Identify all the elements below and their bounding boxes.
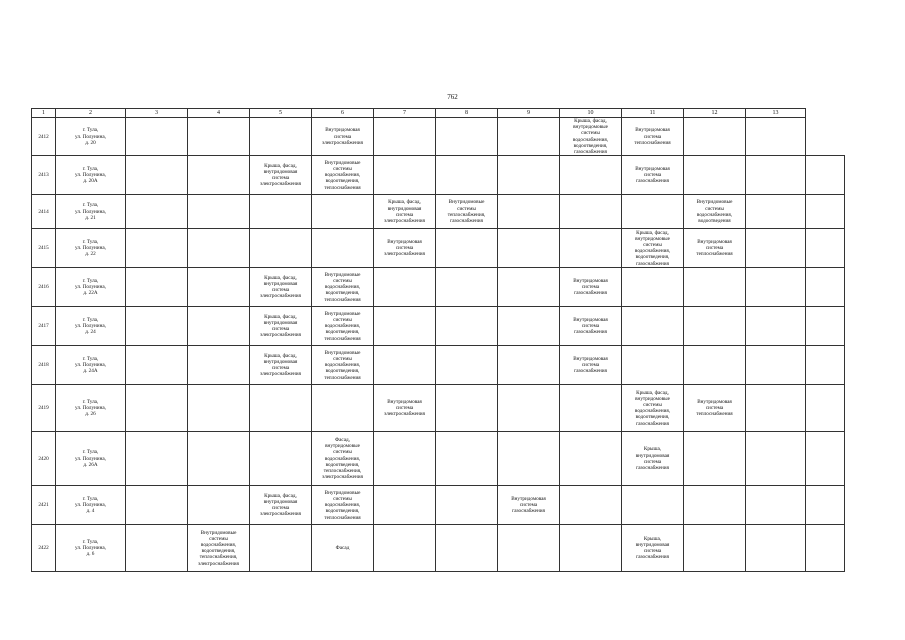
work-cell	[436, 346, 498, 385]
work-cell	[622, 307, 684, 346]
work-cell	[126, 307, 188, 346]
work-cell	[806, 486, 845, 525]
column-number: 12	[684, 109, 746, 118]
work-cell: Крыша, внутридомовая система газоснабжения	[622, 525, 684, 572]
column-number: 2	[56, 109, 126, 118]
work-cell: Крыша, внутридомовая система газоснабжения	[622, 432, 684, 486]
address-cell: г. Тула, ул. Полунина, д. 22А	[56, 268, 126, 307]
work-cell: Фасад, внутридомовые системы водоснабжения, водоотведения, теплоснабжения, электроснабжения	[312, 432, 374, 486]
address-cell: г. Тула, ул. Полунина, д. 24	[56, 307, 126, 346]
work-cell	[498, 307, 560, 346]
work-cell	[126, 486, 188, 525]
work-cell: Внутридомовые системы водоснабжения, водоотведения, теплоснабжения	[312, 346, 374, 385]
table-row	[32, 385, 845, 432]
work-cell: Внутридомовые системы водоснабжения, водоотведения, теплоснабжения	[312, 156, 374, 195]
work-cell	[746, 156, 806, 195]
work-cell: Внутридомовая система газоснабжения	[498, 486, 560, 525]
column-number: 5	[250, 109, 312, 118]
work-cell	[126, 385, 188, 432]
work-cell	[560, 525, 622, 572]
work-cell: Внутридомовые системы водоснабжения, водоотведения, теплоснабжения	[312, 307, 374, 346]
work-cell	[126, 346, 188, 385]
column-number: 6	[312, 109, 374, 118]
work-cell	[498, 525, 560, 572]
work-cell	[188, 195, 250, 229]
work-cell	[436, 268, 498, 307]
work-cell	[498, 268, 560, 307]
work-cell	[684, 156, 746, 195]
work-cell	[622, 346, 684, 385]
work-cell	[746, 385, 806, 432]
work-cell	[746, 486, 806, 525]
work-cell: Крыша, фасад, внутридомовая система электроснабжения	[250, 307, 312, 346]
table-row	[32, 432, 845, 486]
work-cell	[746, 432, 806, 486]
table-row	[32, 307, 845, 346]
table-row	[32, 118, 845, 156]
work-cell	[498, 156, 560, 195]
work-cell: Крыша, фасад, внутридомовая система электроснабжения	[374, 195, 436, 229]
work-cell	[806, 525, 845, 572]
work-cell	[374, 268, 436, 307]
repair-schedule-table	[31, 108, 845, 572]
work-cell	[684, 268, 746, 307]
work-cell	[250, 525, 312, 572]
work-cell	[806, 229, 845, 268]
work-cell	[374, 118, 436, 156]
work-cell: Крыша, фасад, внутридомовая система электроснабжения	[250, 346, 312, 385]
table-row	[32, 268, 845, 307]
work-cell	[188, 486, 250, 525]
work-cell: Внутридомовые системы водоснабжения, водоотведения, теплоснабжения, электроснабжения	[188, 525, 250, 572]
work-cell	[746, 229, 806, 268]
work-cell	[622, 486, 684, 525]
row-number-cell: 2416	[32, 268, 56, 307]
work-cell	[498, 118, 560, 156]
column-number: 11	[622, 109, 684, 118]
work-cell	[312, 385, 374, 432]
work-cell: Внутридомовая система газоснабжения	[560, 307, 622, 346]
address-cell: г. Тула, ул. Полунина, д. 20А	[56, 156, 126, 195]
work-cell: Крыша, фасад, внутридомовая система электроснабжения	[250, 268, 312, 307]
work-cell: Внутридомовые системы водоснабжения, водоотведения, теплоснабжения	[312, 268, 374, 307]
work-cell	[746, 307, 806, 346]
work-cell	[374, 307, 436, 346]
work-cell	[684, 118, 746, 156]
row-number-cell: 2415	[32, 229, 56, 268]
work-cell: Внутридомовая система теплоснабжения	[684, 229, 746, 268]
work-cell: Внутридомовые системы водоснабжения, водоотведения, теплоснабжения	[312, 486, 374, 525]
work-cell	[250, 432, 312, 486]
work-cell	[806, 307, 845, 346]
work-cell	[188, 156, 250, 195]
work-cell	[684, 486, 746, 525]
work-cell	[188, 432, 250, 486]
address-cell: г. Тула, ул. Полунина, д. 26А	[56, 432, 126, 486]
address-cell: г. Тула, ул. Полунина, д. 20	[56, 118, 126, 156]
work-cell	[188, 307, 250, 346]
address-cell: г. Тула, ул. Полунина, д. 6	[56, 525, 126, 572]
work-cell	[622, 195, 684, 229]
address-cell: г. Тула, ул. Полунина, д. 22	[56, 229, 126, 268]
work-cell	[374, 346, 436, 385]
row-number-cell: 2422	[32, 525, 56, 572]
work-cell	[746, 118, 806, 156]
work-cell: Внутридомовые системы водоснабжения, водоотведения	[684, 195, 746, 229]
work-cell	[188, 346, 250, 385]
work-cell	[498, 432, 560, 486]
work-cell: Крыша, фасад, внутридомовые системы водоснабжения, водоотведения, газоснабжения	[622, 229, 684, 268]
work-cell	[498, 346, 560, 385]
work-cell	[250, 229, 312, 268]
work-cell	[436, 385, 498, 432]
work-cell	[806, 156, 845, 195]
work-cell: Крыша, фасад, внутридомовые системы водоснабжения, водоотведения, газоснабжения	[560, 118, 622, 156]
column-number: 3	[126, 109, 188, 118]
work-cell	[126, 118, 188, 156]
work-cell	[374, 525, 436, 572]
column-number: 13	[746, 109, 806, 118]
column-number: 1	[32, 109, 56, 118]
work-cell	[498, 385, 560, 432]
work-cell: Внутридомовая система газоснабжения	[622, 156, 684, 195]
row-number-cell: 2421	[32, 486, 56, 525]
work-cell	[188, 268, 250, 307]
work-cell	[126, 195, 188, 229]
column-number: 10	[560, 109, 622, 118]
row-number-cell: 2417	[32, 307, 56, 346]
work-cell: Внутридомовая система электроснабжения	[374, 229, 436, 268]
work-cell	[746, 346, 806, 385]
address-cell: г. Тула, ул. Полунина, д. 21	[56, 195, 126, 229]
work-cell	[806, 195, 845, 229]
row-number-cell: 2418	[32, 346, 56, 385]
work-cell: Внутридомовая система теплоснабжения	[622, 118, 684, 156]
table-row	[32, 486, 845, 525]
page-number: 762	[447, 93, 458, 101]
work-cell	[746, 525, 806, 572]
address-cell: г. Тула, ул. Полунина, д. 4	[56, 486, 126, 525]
work-cell	[684, 346, 746, 385]
work-cell	[126, 268, 188, 307]
work-cell	[684, 432, 746, 486]
column-number: 9	[498, 109, 560, 118]
work-cell	[746, 268, 806, 307]
row-number-cell: 2413	[32, 156, 56, 195]
table-row	[32, 346, 845, 385]
work-cell: Внутридомовая система электроснабжения	[374, 385, 436, 432]
work-cell	[560, 432, 622, 486]
address-cell: г. Тула, ул. Полунина, д. 26	[56, 385, 126, 432]
work-cell	[806, 385, 845, 432]
work-cell	[188, 118, 250, 156]
row-number-cell: 2420	[32, 432, 56, 486]
work-cell	[684, 525, 746, 572]
column-number: 7	[374, 109, 436, 118]
work-cell	[436, 118, 498, 156]
work-cell	[806, 268, 845, 307]
table-row	[32, 195, 845, 229]
work-cell	[250, 385, 312, 432]
work-cell	[126, 229, 188, 268]
work-cell	[806, 346, 845, 385]
work-cell	[684, 307, 746, 346]
column-number: 4	[188, 109, 250, 118]
table-row	[32, 229, 845, 268]
work-cell	[188, 385, 250, 432]
work-cell	[498, 229, 560, 268]
work-cell	[560, 156, 622, 195]
row-number-cell: 2414	[32, 195, 56, 229]
work-cell	[250, 118, 312, 156]
work-cell: Фасад	[312, 525, 374, 572]
work-cell	[126, 156, 188, 195]
work-cell	[312, 195, 374, 229]
work-cell	[806, 432, 845, 486]
row-number-cell: 2412	[32, 118, 56, 156]
work-cell	[250, 195, 312, 229]
work-cell	[436, 432, 498, 486]
work-cell	[374, 486, 436, 525]
work-cell: Внутридомовая система газоснабжения	[560, 346, 622, 385]
work-cell: Внутридомовая система газоснабжения	[560, 268, 622, 307]
work-cell	[126, 432, 188, 486]
work-cell	[560, 385, 622, 432]
work-cell	[436, 525, 498, 572]
work-cell	[312, 229, 374, 268]
work-cell	[622, 268, 684, 307]
work-cell	[436, 307, 498, 346]
work-cell	[560, 486, 622, 525]
work-cell	[746, 195, 806, 229]
work-cell: Внутридомовая система электроснабжения	[312, 118, 374, 156]
column-number-row	[32, 109, 845, 118]
address-cell: г. Тула, ул. Полунина, д. 24А	[56, 346, 126, 385]
table-row	[32, 525, 845, 572]
work-cell	[436, 229, 498, 268]
work-cell: Крыша, фасад, внутридомовая система электроснабжения	[250, 486, 312, 525]
table-row	[32, 156, 845, 195]
work-cell	[560, 229, 622, 268]
work-cell	[126, 525, 188, 572]
row-number-cell: 2419	[32, 385, 56, 432]
work-cell: Внутридомовые системы теплоснабжения, газоснабжения	[436, 195, 498, 229]
work-cell: Внутридомовая система теплоснабжения	[684, 385, 746, 432]
work-cell	[188, 229, 250, 268]
work-cell	[374, 156, 436, 195]
work-cell	[498, 195, 560, 229]
work-cell	[560, 195, 622, 229]
work-cell: Крыша, фасад, внутридомовая система электроснабжения	[250, 156, 312, 195]
work-cell	[374, 432, 436, 486]
column-number: 8	[436, 109, 498, 118]
work-cell	[436, 486, 498, 525]
work-cell: Крыша, фасад, внутридомовые системы водоснабжения, водоотведения, газоснабжения	[622, 385, 684, 432]
work-cell	[436, 156, 498, 195]
